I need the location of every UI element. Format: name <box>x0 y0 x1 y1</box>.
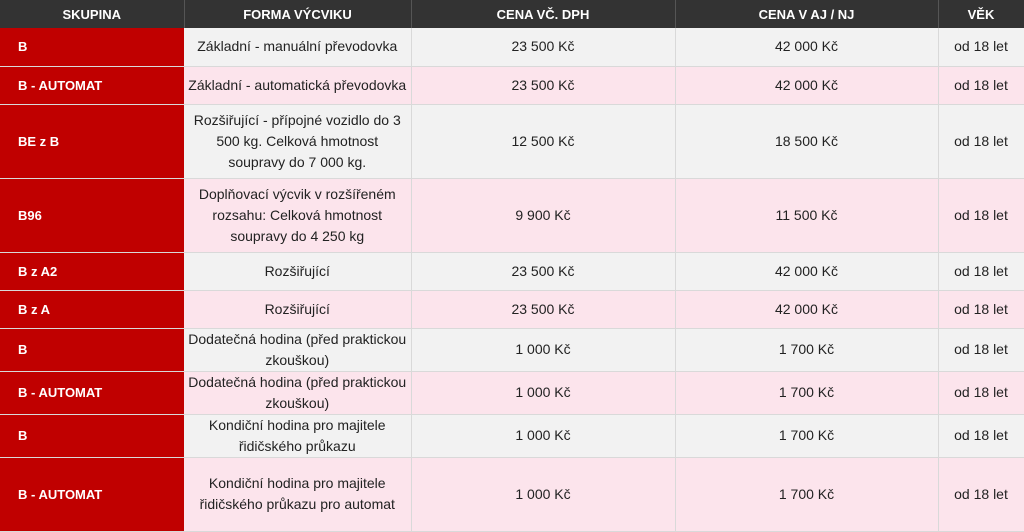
price-foreign-cell: 1 700 Kč <box>675 371 938 414</box>
price-cell: 1 000 Kč <box>411 328 675 371</box>
price-cell: 1 000 Kč <box>411 414 675 457</box>
age-cell: od 18 let <box>938 104 1024 178</box>
training-form-cell: Rozšiřující <box>184 290 411 328</box>
age-cell: od 18 let <box>938 66 1024 104</box>
price-foreign-cell: 42 000 Kč <box>675 66 938 104</box>
table-row <box>0 328 1024 371</box>
header-vek: VĚK <box>938 0 1024 28</box>
price-cell: 23 500 Kč <box>411 28 675 66</box>
training-form-cell: Základní - automatická převodovka <box>184 66 411 104</box>
group-cell: B96 <box>0 178 184 252</box>
group-cell: B z A <box>0 290 184 328</box>
training-form-cell: Dodatečná hodina (před praktickou zkouškou) <box>184 328 411 371</box>
training-form-cell: Kondiční hodina pro majitele řidičského průkazu <box>184 414 411 457</box>
table-row <box>0 66 1024 104</box>
group-cell: B - AUTOMAT <box>0 66 184 104</box>
header-cena-vc-dph: CENA VČ. DPH <box>411 0 675 28</box>
training-form-cell: Rozšiřující <box>184 252 411 290</box>
group-cell: B z A2 <box>0 252 184 290</box>
price-cell: 1 000 Kč <box>411 371 675 414</box>
group-cell: B <box>0 28 184 66</box>
price-foreign-cell: 1 700 Kč <box>675 328 938 371</box>
price-foreign-cell: 1 700 Kč <box>675 457 938 531</box>
age-cell: od 18 let <box>938 28 1024 66</box>
price-foreign-cell: 42 000 Kč <box>675 252 938 290</box>
age-cell: od 18 let <box>938 328 1024 371</box>
price-cell: 23 500 Kč <box>411 252 675 290</box>
group-cell: B <box>0 328 184 371</box>
table-row <box>0 290 1024 328</box>
group-cell: B - AUTOMAT <box>0 371 184 414</box>
age-cell: od 18 let <box>938 414 1024 457</box>
price-foreign-cell: 42 000 Kč <box>675 28 938 66</box>
age-cell: od 18 let <box>938 252 1024 290</box>
age-cell: od 18 let <box>938 371 1024 414</box>
table-row <box>0 414 1024 457</box>
price-foreign-cell: 42 000 Kč <box>675 290 938 328</box>
table-header-row <box>0 0 1024 28</box>
training-form-cell: Dodatečná hodina (před praktickou zkouškou) <box>184 371 411 414</box>
training-form-cell: Kondiční hodina pro majitele řidičského průkazu pro automat <box>184 457 411 531</box>
training-form-cell: Rozšiřující - přípojné vozidlo do 3 500 kg. Celková hmotnost soupravy do 7 000 kg. <box>184 104 411 178</box>
table-row <box>0 371 1024 414</box>
header-cena-aj-nj: CENA V AJ / NJ <box>675 0 938 28</box>
price-cell: 9 900 Kč <box>411 178 675 252</box>
price-cell: 1 000 Kč <box>411 457 675 531</box>
age-cell: od 18 let <box>938 290 1024 328</box>
table-row <box>0 457 1024 531</box>
header-skupina: SKUPINA <box>0 0 184 28</box>
group-cell: B <box>0 414 184 457</box>
table-row <box>0 178 1024 252</box>
age-cell: od 18 let <box>938 178 1024 252</box>
price-cell: 23 500 Kč <box>411 290 675 328</box>
group-cell: B - AUTOMAT <box>0 457 184 531</box>
table-row <box>0 104 1024 178</box>
price-cell: 12 500 Kč <box>411 104 675 178</box>
table-row <box>0 252 1024 290</box>
age-cell: od 18 let <box>938 457 1024 531</box>
header-forma-vycviku: FORMA VÝCVIKU <box>184 0 411 28</box>
training-form-cell: Doplňovací výcvik v rozšířeném rozsahu: Celková hmotnost soupravy do 4 250 kg <box>184 178 411 252</box>
price-foreign-cell: 18 500 Kč <box>675 104 938 178</box>
training-form-cell: Základní - manuální převodovka <box>184 28 411 66</box>
price-foreign-cell: 1 700 Kč <box>675 414 938 457</box>
price-cell: 23 500 Kč <box>411 66 675 104</box>
price-foreign-cell: 11 500 Kč <box>675 178 938 252</box>
table-row <box>0 28 1024 66</box>
group-cell: BE z B <box>0 104 184 178</box>
